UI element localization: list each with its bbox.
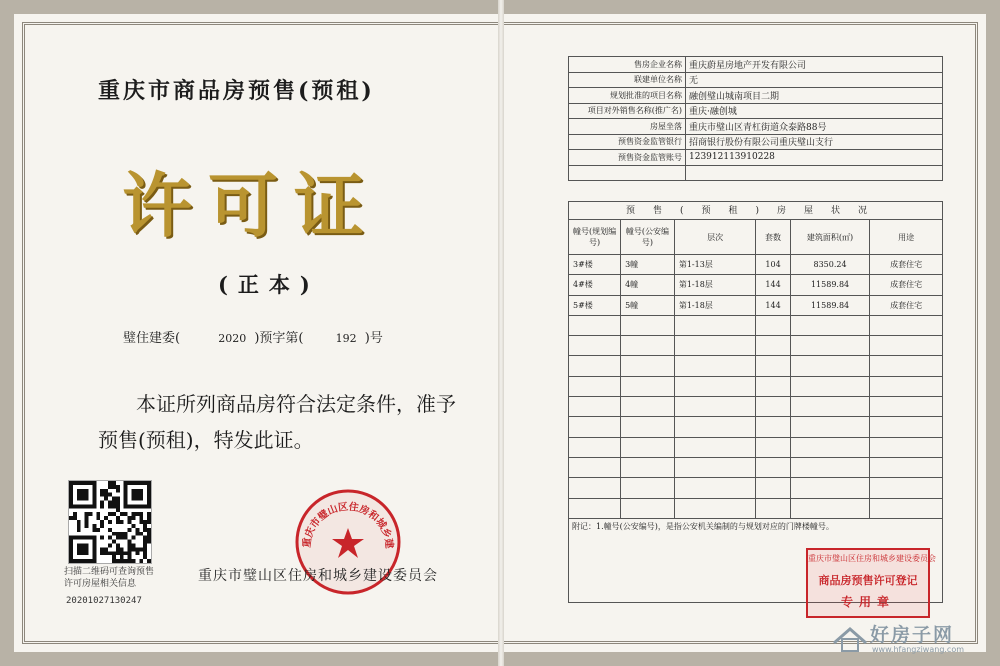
empty-cell xyxy=(674,336,756,356)
empty-cell xyxy=(790,417,870,437)
empty-cell xyxy=(569,356,621,376)
table-cell-units: 144 xyxy=(756,295,790,315)
info-value: 重庆蔚星房地产开发有限公司 xyxy=(686,57,943,73)
column-header: 用途 xyxy=(870,220,943,255)
empty-cell xyxy=(790,397,870,417)
note-text: 附记：1.幢号(公安编号)，是指公安机关编制的与规划对应的门牌楼幢号。 xyxy=(572,522,834,531)
empty-cell xyxy=(756,376,790,396)
table-cell-floors: 第1-13层 xyxy=(674,255,756,275)
column-header: 幢号(规划编号) xyxy=(569,220,621,255)
empty-cell xyxy=(674,417,756,437)
info-value xyxy=(686,165,943,181)
empty-cell xyxy=(621,457,675,477)
empty-cell xyxy=(756,336,790,356)
info-row xyxy=(569,119,943,135)
watermark-text: 好房子网 xyxy=(870,624,955,646)
empty-table-row xyxy=(569,417,943,437)
table-cell-use: 成套住宅 xyxy=(870,295,943,315)
empty-cell xyxy=(674,315,756,335)
qr-code-number: 20201027130247 xyxy=(66,596,142,606)
empty-cell xyxy=(790,315,870,335)
empty-cell xyxy=(569,498,621,518)
empty-cell xyxy=(790,336,870,356)
table-cell-police-no: 3幢 xyxy=(621,255,675,275)
issuing-authority: 重庆市璧山区住房和城乡建设委员会 xyxy=(198,568,438,584)
table-cell-police-no: 5幢 xyxy=(621,295,675,315)
empty-cell xyxy=(621,498,675,518)
empty-cell xyxy=(790,376,870,396)
table-row xyxy=(569,295,943,315)
table-cell-units: 144 xyxy=(756,275,790,295)
info-row xyxy=(569,72,943,88)
empty-cell xyxy=(756,437,790,457)
empty-cell xyxy=(674,356,756,376)
certificate-statement: 本证所列商品房符合法定条件，准予预售(预租)，特发此证。 xyxy=(98,392,456,452)
info-label: 规划批准的项目名称 xyxy=(569,88,686,104)
empty-cell xyxy=(569,457,621,477)
table-cell-use: 成套住宅 xyxy=(870,255,943,275)
empty-cell xyxy=(569,478,621,498)
permit-number-line xyxy=(123,327,383,346)
stamp-line-2: 商品房预售许可登记 xyxy=(818,574,918,587)
info-label: 售房企业名称 xyxy=(569,57,686,73)
table-row xyxy=(569,255,943,275)
info-value: 123912113910228 xyxy=(686,150,943,166)
book-spine xyxy=(498,0,504,666)
empty-cell xyxy=(870,315,943,335)
empty-cell xyxy=(756,498,790,518)
empty-cell xyxy=(621,417,675,437)
empty-cell xyxy=(674,498,756,518)
registration-stamp xyxy=(806,548,936,618)
permit-year: 2020 xyxy=(218,332,247,345)
info-label: 房屋坐落 xyxy=(569,119,686,135)
empty-table-row xyxy=(569,376,943,396)
table-cell-police-no: 4幢 xyxy=(621,275,675,295)
info-row xyxy=(569,150,943,166)
info-label: 项目对外销售名称(推广名) xyxy=(569,103,686,119)
info-value: 重庆·融创城 xyxy=(686,103,943,119)
info-row xyxy=(569,103,943,119)
empty-cell xyxy=(756,356,790,376)
table-cell-floors: 第1-18层 xyxy=(674,295,756,315)
stamp-line-1: 重庆市璧山区住房和城乡建设委员会 xyxy=(808,554,936,563)
certificate-big-title: 许可证 xyxy=(122,164,380,247)
empty-cell xyxy=(756,315,790,335)
table-cell-plan-no: 5#楼 xyxy=(569,295,621,315)
section-title: 预售(预租)房屋状况 xyxy=(568,201,943,219)
column-header: 建筑面积(㎡) xyxy=(790,220,870,255)
empty-cell xyxy=(569,336,621,356)
empty-cell xyxy=(870,478,943,498)
empty-cell xyxy=(870,376,943,396)
info-row xyxy=(569,165,943,181)
project-info-table xyxy=(568,56,943,181)
info-row xyxy=(569,57,943,73)
info-value: 招商银行股份有限公司重庆璧山支行 xyxy=(686,134,943,150)
empty-cell xyxy=(674,437,756,457)
empty-cell xyxy=(790,457,870,477)
empty-cell xyxy=(674,397,756,417)
empty-cell xyxy=(674,457,756,477)
info-label: 预售资金监管账号 xyxy=(569,150,686,166)
table-cell-plan-no: 4#楼 xyxy=(569,275,621,295)
empty-cell xyxy=(621,478,675,498)
info-label: 联建单位名称 xyxy=(569,72,686,88)
info-value: 融创璧山城南项目二期 xyxy=(686,88,943,104)
empty-cell xyxy=(790,478,870,498)
column-header: 幢号(公安编号) xyxy=(621,220,675,255)
column-header: 套数 xyxy=(756,220,790,255)
table-cell-use: 成套住宅 xyxy=(870,275,943,295)
empty-cell xyxy=(569,437,621,457)
empty-cell xyxy=(569,417,621,437)
empty-cell xyxy=(870,397,943,417)
empty-cell xyxy=(756,417,790,437)
qr-caption: 扫描二维码可查询预售许可房屋相关信息 xyxy=(64,567,155,589)
building-table xyxy=(568,219,943,519)
empty-table-row xyxy=(569,498,943,518)
empty-table-row xyxy=(569,437,943,457)
empty-table-row xyxy=(569,315,943,335)
info-row xyxy=(569,134,943,150)
table-cell-area: 11589.84 xyxy=(790,275,870,295)
certificate-subtitle: (正本) xyxy=(218,272,320,297)
empty-cell xyxy=(674,478,756,498)
empty-cell xyxy=(870,417,943,437)
empty-cell xyxy=(569,315,621,335)
info-value: 重庆市璧山区青杠街道众泰路88号 xyxy=(686,119,943,135)
info-row xyxy=(569,88,943,104)
empty-cell xyxy=(870,356,943,376)
empty-table-row xyxy=(569,457,943,477)
table-cell-area: 11589.84 xyxy=(790,295,870,315)
permit-prefix: 璧住建委( xyxy=(123,331,181,346)
empty-cell xyxy=(870,336,943,356)
permit-suffix: )号 xyxy=(364,331,383,346)
empty-table-row xyxy=(569,356,943,376)
empty-cell xyxy=(621,336,675,356)
empty-cell xyxy=(790,437,870,457)
empty-cell xyxy=(870,437,943,457)
permit-middle: )预字第( xyxy=(254,331,304,346)
empty-table-row xyxy=(569,397,943,417)
empty-cell xyxy=(756,478,790,498)
empty-cell xyxy=(674,376,756,396)
empty-cell xyxy=(790,498,870,518)
qr-code-icon[interactable] xyxy=(68,480,152,564)
watermark-url: www.hfangziwang.com xyxy=(872,645,965,654)
certificate-heading: 重庆市商品房预售(预租) xyxy=(98,78,375,104)
empty-cell xyxy=(621,356,675,376)
empty-cell xyxy=(621,376,675,396)
table-row xyxy=(569,275,943,295)
info-label xyxy=(569,165,686,181)
empty-cell xyxy=(756,397,790,417)
info-value: 无 xyxy=(686,72,943,88)
empty-cell xyxy=(756,457,790,477)
stamp-line-3: 专用章 xyxy=(840,595,895,609)
table-cell-floors: 第1-18层 xyxy=(674,275,756,295)
empty-cell xyxy=(621,437,675,457)
table-cell-area: 8350.24 xyxy=(790,255,870,275)
svg-text:重庆市璧山区住房和城乡建设委员会: 重庆市璧山区住房和城乡建 xyxy=(301,501,395,550)
empty-table-row xyxy=(569,478,943,498)
empty-table-row xyxy=(569,336,943,356)
info-label: 预售资金监管银行 xyxy=(569,134,686,150)
empty-cell xyxy=(569,397,621,417)
empty-cell xyxy=(621,315,675,335)
empty-cell xyxy=(621,397,675,417)
table-cell-units: 104 xyxy=(756,255,790,275)
column-header: 层次 xyxy=(674,220,756,255)
empty-cell xyxy=(569,376,621,396)
permit-number: 192 xyxy=(335,332,357,345)
table-cell-plan-no: 3#楼 xyxy=(569,255,621,275)
empty-cell xyxy=(790,356,870,376)
empty-cell xyxy=(870,498,943,518)
empty-cell xyxy=(870,457,943,477)
